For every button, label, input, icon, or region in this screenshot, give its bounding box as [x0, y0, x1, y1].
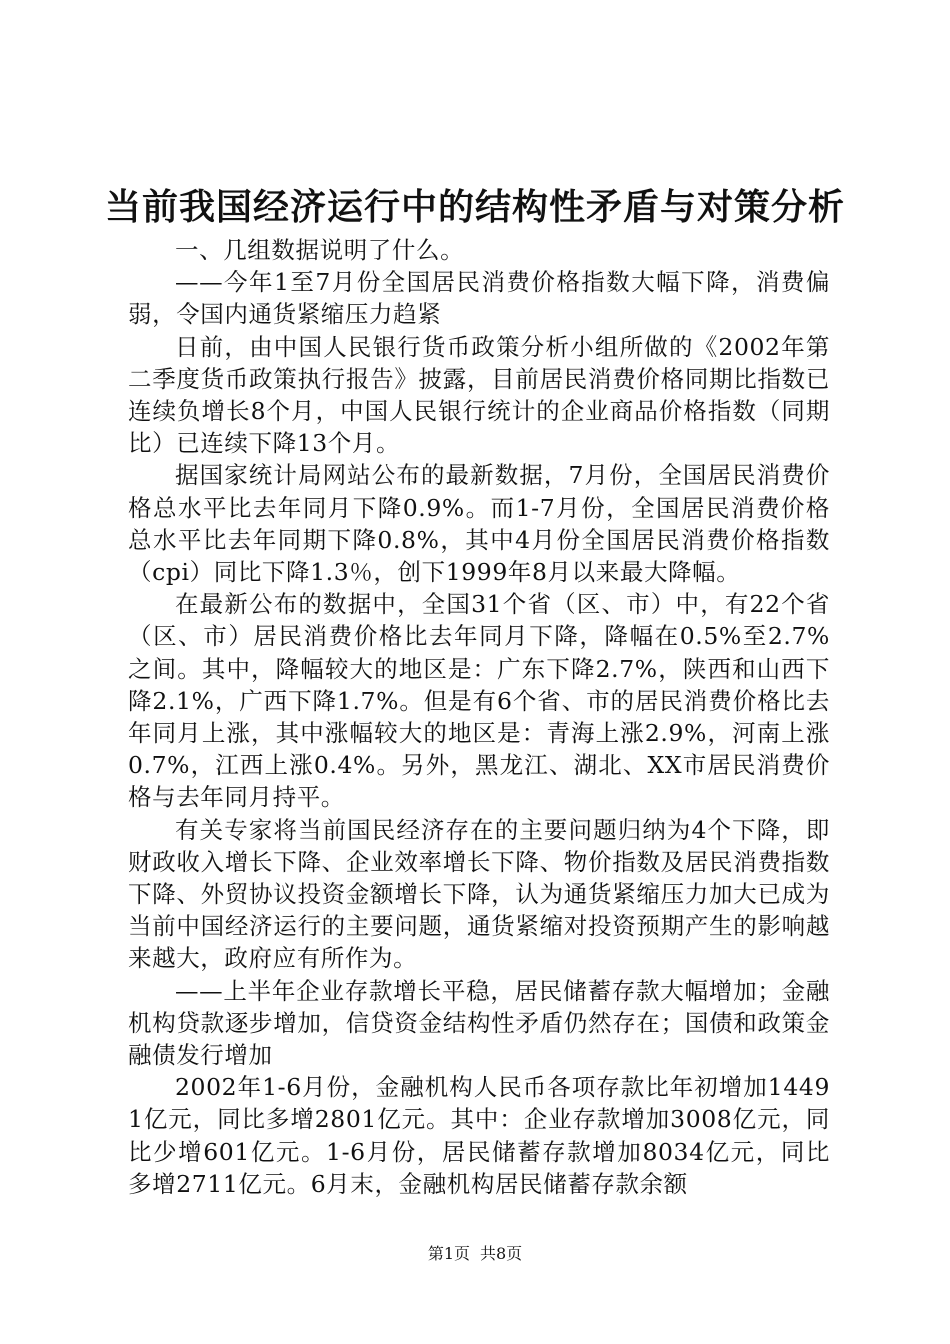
- paragraph-deposit-heading: ——上半年企业存款增长平稳，居民储蓄存款大幅增加；金融机构贷款逐步增加，信贷资金结构性矛盾仍然存在；国债和政策金融债发行增加: [128, 976, 830, 1070]
- paragraph-section-heading: 一、几组数据说明了什么。: [175, 236, 465, 264]
- page-footer: [0, 1244, 950, 1264]
- document-title: 当前我国经济运行中的结构性矛盾与对策分析: [104, 187, 845, 228]
- paragraph-pboc-report: 日前，由中国人民银行货币政策分析小组所做的《2002年第二季度货币政策执行报告》披露，目前居民消费价格同期比指数已连续负增长8个月，中国人民银行统计的企业商品价格指数（同期比）已连续下降13个月。: [128, 332, 830, 458]
- page-total: 共8页: [480, 1244, 523, 1263]
- document-body: [128, 234, 830, 1200]
- paragraph-expert-view: 有关专家将当前国民经济存在的主要问题归纳为4个下降，即财政收入增长下降、企业效率增长下降、物价指数及居民消费指数下降、外贸协议投资金额增长下降，认为通货紧缩压力加大已成为当前中国经济运行的主要问题，通货紧缩对投资预期产生的影响越来越大，政府应有所作为。: [128, 815, 830, 973]
- paragraph-stats-bureau: 据国家统计局网站公布的最新数据，7月份，全国居民消费价格总水平比去年同月下降0.9%。而1-7月份，全国居民消费价格总水平比去年同期下降0.8%，其中4月份全国居民消费价格指数（cpi）同比下降1.3％，创下1999年8月以来最大降幅。: [128, 461, 830, 587]
- paragraph-regional-data: 在最新公布的数据中，全国31个省（区、市）中，有22个省（区、市）居民消费价格比去年同月下降，降幅在0.5%至2.7%之间。其中，降幅较大的地区是：广东下降2.7%，陕西和山西下降2.1%，广西下降1.7%。但是有6个省、市的居民消费价格比去年同月上涨，其中涨幅较大的地区是：青海上涨2.9%，河南上涨0.7%，江西上涨0.4%。另外，黑龙江、湖北、XX市居民消费价格与去年同月持平。: [128, 590, 830, 812]
- page-number: 第1页: [427, 1244, 470, 1263]
- paragraph-deposit-data: 2002年1-6月份，金融机构人民币各项存款比年初增加14491亿元，同比多增2801亿元。其中：企业存款增加3008亿元，同比少增601亿元。1-6月份，居民储蓄存款增加8034亿元，同比多增2711亿元。6月末，金融机构居民储蓄存款余额: [128, 1073, 830, 1198]
- paragraph-cpi-heading: ——今年1至7月份全国居民消费价格指数大幅下降，消费偏弱，令国内通货紧缩压力趋紧: [128, 268, 830, 329]
